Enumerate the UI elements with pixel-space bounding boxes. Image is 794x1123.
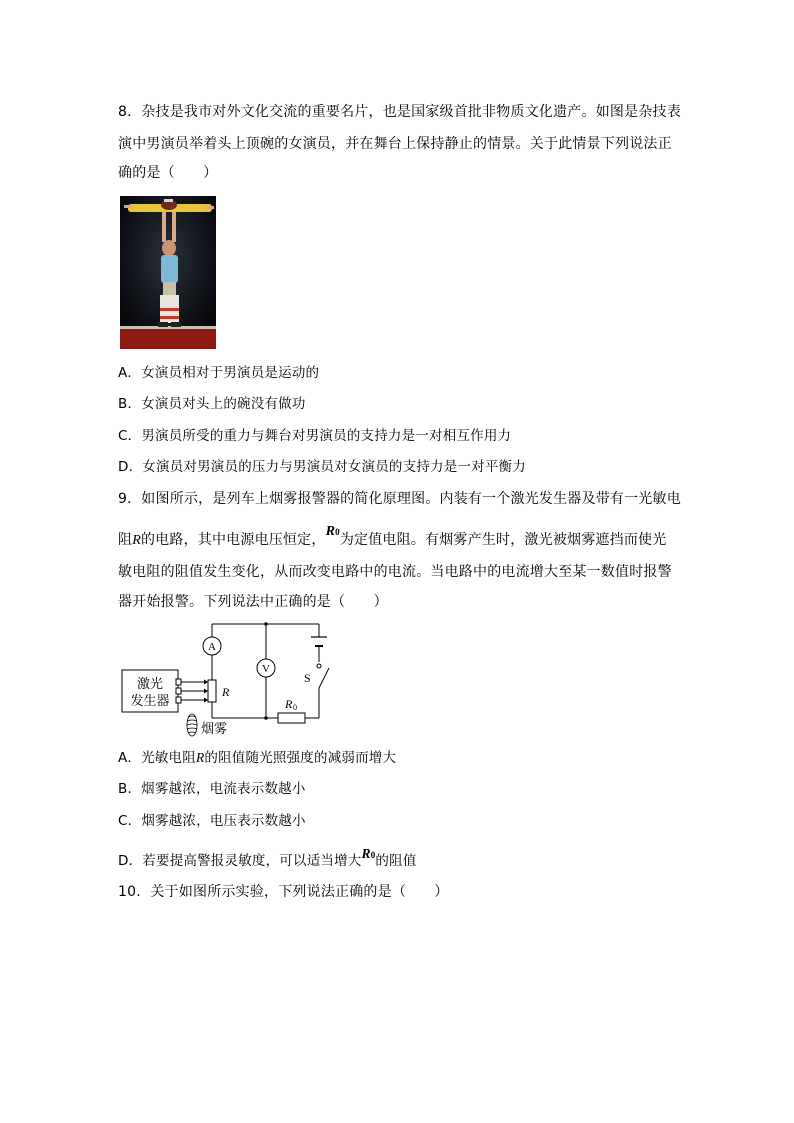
q8-text-line-2: 演中男演员举着头上顶碗的女演员，并在舞台上保持静止的情景。关于此情景下列说法正 <box>118 136 672 152</box>
q9-line2-part-c: 为定值电阻。有烟雾产生时，激光被烟雾遮挡而使光 <box>339 532 667 548</box>
voltmeter-label: V <box>262 663 270 675</box>
q9-option-b: B．烟雾越浓，电流表示数越小 <box>118 781 306 797</box>
smoke-alarm-circuit-diagram <box>118 618 354 740</box>
fixed-resistor-subscript: 0 <box>293 703 297 712</box>
q9-line2-r-symbol: R <box>132 533 141 548</box>
q9-option-c: C．烟雾越浓，电压表示数越小 <box>118 813 306 829</box>
q9-option-d <box>118 846 417 872</box>
q8-option-c: C．男演员所受的重力与舞台对男演员的支持力是一对相互作用力 <box>118 428 512 444</box>
q9-option-d-r0-symbol: R <box>361 846 371 861</box>
q9-line2-r0-sub: 0 <box>335 527 340 537</box>
q8-option-a: A．女演员相对于男演员是运动的 <box>118 365 320 381</box>
acrobatics-photo <box>120 196 216 349</box>
switch-label: S <box>304 671 311 685</box>
q9-option-a <box>118 748 396 768</box>
q9-line2-part-b: 的电路，其中电源电压恒定， <box>140 532 326 548</box>
laser-label-line-2: 发生器 <box>130 694 170 709</box>
laser-label-line-1: 激光 <box>136 677 164 692</box>
q9-text-line-4: 器开始报警。下列说法中正确的是（ ） <box>118 594 388 610</box>
q8-text-line-3: 确的是（ ） <box>118 165 218 181</box>
q9-text-line-1: 9．如图所示，是列车上烟雾报警器的简化原理图。内装有一个激光发生器及带有一光敏电 <box>118 491 681 507</box>
q9-option-a-post: 的阻值随光照强度的减弱而增大 <box>204 750 397 766</box>
photoresistor-label: R <box>222 685 230 699</box>
q9-option-d-r0-sub: 0 <box>370 850 376 860</box>
ammeter-label: A <box>208 641 216 653</box>
q9-line2-part-a: 阻 <box>118 532 133 548</box>
smoke-label: 烟雾 <box>201 722 228 737</box>
q9-text-line-2 <box>118 524 667 551</box>
q9-option-a-r: R <box>195 750 205 765</box>
q8-text-line-1: 8．杂技是我市对外文化交流的重要名片，也是国家级首批非物质文化遗产。如图是杂技表 <box>118 104 681 120</box>
q9-option-a-pre: A．光敏电阻 <box>118 750 196 766</box>
fixed-resistor-label: R <box>285 697 293 711</box>
q9-option-d-pre: D．若要提高警报灵敏度，可以适当增大 <box>118 853 362 869</box>
q9-option-d-post: 的阻值 <box>375 853 417 869</box>
q8-option-b: B．女演员对头上的碗没有做功 <box>118 396 306 412</box>
q9-text-line-3: 敏电阻的阻值发生变化，从而改变电路中的电流。当电路中的电流增大至某一数值时报警 <box>118 564 672 580</box>
q8-option-d: D．女演员对男演员的压力与男演员对女演员的支持力是一对平衡力 <box>118 459 526 475</box>
q9-line2-r0-symbol: R <box>325 524 336 539</box>
q10-text-line-1: 10．关于如图所示实验，下列说法正确的是（ ） <box>118 884 449 900</box>
